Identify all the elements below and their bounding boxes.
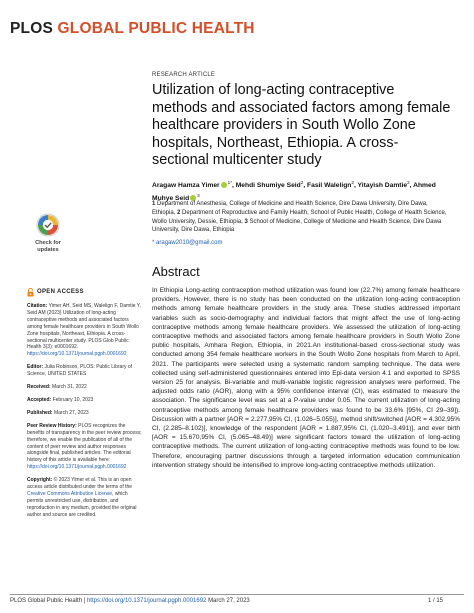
accepted-date: February 10, 2023 — [52, 396, 94, 403]
author-name[interactable]: Ahmed Muhye Seid — [152, 182, 436, 202]
article-type: RESEARCH ARTICLE — [152, 72, 216, 78]
citation-doi-link[interactable]: https://doi.org/10.1371/journal.pgph.0001692 — [27, 351, 127, 358]
author-name[interactable]: Yitayish Damtie — [357, 182, 408, 190]
received-block — [27, 384, 143, 391]
copyright-text-end: , which permits unrestricted use, distribution, and reproduction in any medium, provided the original author and source are credited. — [27, 490, 137, 518]
peer-review-label: Peer Review History: — [27, 422, 77, 429]
citation-text: Yimer AH, Seid MS, Walelign F, Damtie Y, Seid AM (2023) Utilization of long-acting contraceptive methods and associated factors among female healthcare providers in South Wollo Zone hospitals, Northeast, Ethiopia. A cross-sectional multicenter study. PLOS Glob Public Health 3(3): e0001692. — [27, 303, 141, 351]
open-access-lock-icon — [27, 288, 34, 297]
editor-block — [27, 364, 143, 378]
author-name[interactable]: Mehdi Shumiye Seid — [235, 182, 301, 190]
abstract-heading: Abstract — [152, 264, 200, 279]
footer-date: March 27, 2023 — [208, 598, 250, 604]
copyright-text: © 2023 Yimer et al. This is an open access article distributed under the terms of the — [27, 477, 133, 491]
footer-doi-link[interactable]: https://doi.org/10.1371/journal.pgph.0001692 — [86, 598, 207, 604]
article-title: Utilization of long-acting contraceptive methods and associated factors among female healthcare providers in South Wollo Zone hospitals, Northeast, Ethiopia. A cross-sectional multicenter study — [152, 82, 451, 168]
affiliations — [152, 200, 452, 235]
author-affiliation-sup: 2 — [407, 180, 410, 185]
abstract-body: In Ethiopia Long-acting contraception method utilization was found low (22.7%) among female healthcare providers. However, there is no study has been conducted on the utilization long-acting contraception methods among female healthcare providers in the study area. These studies addressed important variables such as socio-demography and individual factors that might affect the use of long-acting contraceptive methods among female healthcare providers. We assessed the utilization of long-acting contraceptive methods and associated factors among female healthcare providers in South Wollo Zone public hospitals, Amhara Region, Ethiopia, in 2021.An institutional-based cross-sectional study was conducted among 354 female healthcare workers in the South Wollo Zone hospitals from March to April, 2021. The participants were selected using a systematic random sampling technique. The data were collected using self-administered questionnaires entered into Epi-data version 4.1 and exported to SPSS version 25 for analysis. Bi-variable and multi-variable logistic regression analyses were performed. The adjusted odds ratio (AOR), along with a 95% confidence interval (CI), was estimated to measure the association. The significance level was set at a P-value under 0.05. The current utilization of long-acting contraceptive methods among female healthcare providers was found to be 33.6% [95%, CI 29–39]). Discussion with a partner [AOR = 2.277,95% CI, (1.026–5.055)], method shift/switched [AOR = 4.302,95% CI, (2.285–8.102)], knowledge of the respondent [AOR = 1.887,95% CI, (1.020–3.491)], and ever birth [AOR = 15.670,95% CI, (5.065–48.49)] were significant factors toward the utilization of long-acting contraceptive methods. The current utilization of long-acting contraceptive methods was found to be low. Therefore, encouraging partner discussions through a targeted information education communication intervention strategy should be intensified to improve long-acting contraceptive methods utilization. — [152, 287, 460, 469]
journal-name: GLOBAL PUBLIC HEALTH — [57, 20, 255, 37]
author-affiliation-sup: 1* — [227, 180, 232, 185]
published-block — [27, 410, 143, 417]
corresponding-author — [152, 240, 222, 246]
copyright-block — [27, 477, 143, 518]
journal-plos: PLOS — [10, 20, 54, 37]
orcid-icon[interactable] — [221, 182, 227, 188]
affiliation-number: 2 — [177, 209, 181, 216]
affiliation-number: 3 — [244, 218, 248, 225]
asterisk-marker: * — [152, 240, 155, 246]
check-for-updates-badge[interactable] — [27, 212, 69, 253]
published-date: March 27, 2023 — [53, 409, 89, 416]
peer-review-block — [27, 423, 143, 471]
editor-text: Julia Robinson, PLOS: Public Library of Science, UNITED STATES — [27, 364, 133, 378]
accepted-label: Accepted: — [27, 396, 52, 403]
cc-license-link[interactable]: Creative Commons Attribution License — [27, 490, 113, 497]
copyright-label: Copyright: — [27, 477, 53, 484]
check-updates-label: Check for updates — [35, 240, 61, 253]
footer-separator: | — [83, 598, 86, 604]
open-access-badge — [27, 288, 143, 297]
article-info-sidebar — [27, 288, 143, 525]
page-footer — [10, 598, 444, 604]
peer-review-text: PLOS recognizes the benefits of transparency in the peer review process; therefore, we enable the publication of all of the content of peer review and author responses alongside final, published articles. The editorial history of this article is available here: — [27, 422, 142, 464]
editor-label: Editor: — [27, 364, 44, 371]
check-updates-icon — [36, 212, 60, 238]
citation-block — [27, 303, 143, 358]
affiliation-number: 1 — [152, 201, 156, 207]
author-affiliation-sup: 3 — [197, 192, 200, 198]
page-number: 1 / 15 — [428, 598, 444, 604]
open-access-label: OPEN ACCESS — [37, 289, 84, 296]
published-label: Published: — [27, 409, 53, 416]
author-name[interactable]: Fasil Walelign — [307, 182, 352, 190]
affiliation-text: Department of Anesthesia, College of Medicine and Health Science, Dire Dawa University, Dire Dawa, Ethiopia, — [152, 201, 428, 216]
author-affiliation-sup: 2 — [300, 180, 304, 185]
received-date: March 31, 2022 — [52, 384, 87, 391]
citation-label: Citation: — [27, 303, 48, 309]
author-affiliation-sup: 2 — [351, 180, 354, 185]
author-name[interactable]: Aragaw Hamza Yimer — [152, 182, 220, 190]
footer-divider — [10, 594, 464, 595]
accepted-block — [27, 397, 143, 404]
footer-journal: PLOS Global Public Health — [10, 598, 83, 604]
peer-review-doi-link[interactable]: https://doi.org/10.1371/journal.pgph.0001692 — [27, 464, 127, 471]
affiliation-text: School of Medicine, College of Medicine and Health Science, Dire Dawa University, Dire Dawa, Ethiopia — [152, 218, 442, 234]
affiliation-text: Department of Reproductive and Family Health, School of Public Health, College of Health Science, Wollo University, Dessie, Ethiopia, — [152, 209, 447, 225]
corresponding-email-link[interactable]: aragaw2010@gmail.com — [156, 240, 223, 246]
author-list: Aragaw Hamza Yimer $^{1*}$, Mehdi Shumiye Seid$^2$, Fasil Walelign$^2$, Yitayish Damtie$^2$, Ahmed Muhye Seid $^3$ — [152, 180, 436, 202]
journal-header — [10, 20, 255, 38]
received-label: Received: — [27, 384, 51, 391]
